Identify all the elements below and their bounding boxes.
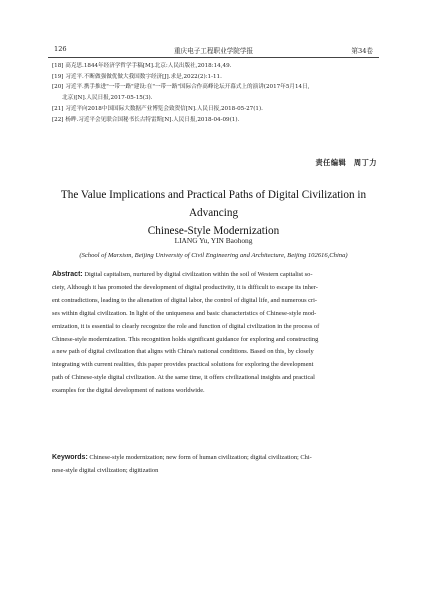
reference-entry: [21] 习近平向2018中国国际大数据产业博览会致贺信[N].人民日报,2018-05-27(1). <box>52 105 263 112</box>
reference-list <box>52 61 379 125</box>
article-title <box>40 186 387 240</box>
author-names: LIANG Yu, YIN Baohong <box>174 236 253 245</box>
keywords-line <box>52 452 379 465</box>
abstract-label: Abstract: <box>52 271 83 278</box>
abstract-line: ent contradictions, leading to the alienation of digital labor, the control of digital life, and numerous cri- <box>52 296 318 304</box>
abstract-line: Chinese-style modernization. This recognition holds significant guidance for exploring and constructing <box>52 335 319 343</box>
abstract-line: examples for the digital development of nations worldwide. <box>52 387 205 395</box>
reference-entry: [22] 杨晔.习近平会见联合国秘书长古特雷斯[N].人民日报,2018-04-09(1). <box>52 116 240 123</box>
reference-entry: [18] 高克思.1844年经济学哲学手稿[M].北京:人民出版社,2018:14,49. <box>52 63 232 69</box>
keywords-block <box>52 452 379 478</box>
keywords-line: nese-style digital civilization; digitization <box>52 466 159 474</box>
page-number: 126 <box>54 45 67 53</box>
abstract-line: path of Chinese-style digital civilization. At the same time, it offers civilizational insights and practical <box>52 374 315 382</box>
abstract-line: ses within digital civilization. In light of the uniqueness and basic characteristics of Chinese-style mod- <box>52 309 317 317</box>
responsible-editor: 责任编辑 周丁力 <box>315 158 377 167</box>
title-line: Chinese-Style Modernization <box>147 225 280 237</box>
running-header <box>48 43 379 58</box>
keywords-text: Chinese-style modernization; new form of human civilization; digital civilization; Chi- <box>87 454 312 461</box>
title-line: The Value Implications and Practical Paths of Digital Civilization in Advancing <box>60 189 367 219</box>
abstract-line <box>52 269 379 282</box>
abstract-line: a new path of digital civilization that aligns with China's national conditions. Based on this, by closely <box>52 348 314 356</box>
volume-label: 第34卷 <box>351 47 373 55</box>
author-affiliation: (School of Marxism, Beijing University of Civil Engineering and Architecture, Beijing 102616,China) <box>79 252 348 259</box>
abstract-line: integrating with current realities, this paper provides practical solutions for exploring the development <box>52 361 314 369</box>
reference-entry: [19] 习近平.不断做强做优做大我国数字经济[J].求是,2022(2):1-11. <box>52 73 222 80</box>
journal-name: 重庆电子工程职业学院学报 <box>173 47 254 55</box>
reference-entry: [20] 习近平.携手推进"一带一路"建设:在"一带一路"国际合作高峰论坛开幕式上的演讲(2017年5月14日, <box>52 84 310 91</box>
abstract-text: Digital capitalism, nurtured by digital civilization within the soil of Western capitalist so- <box>82 271 313 278</box>
keywords-label: Keywords: <box>52 454 88 461</box>
reference-entry: 北京)[N].人民日报,2017-05-15(3). <box>62 95 153 102</box>
abstract-line: ernization, it is essential to clearly recognize the role and function of digital civilization in the process of <box>52 322 320 330</box>
abstract-line: ciety, Although it has promoted the development of digital productivity, it is difficult to escape its inher- <box>52 283 318 291</box>
abstract-block <box>52 269 379 398</box>
